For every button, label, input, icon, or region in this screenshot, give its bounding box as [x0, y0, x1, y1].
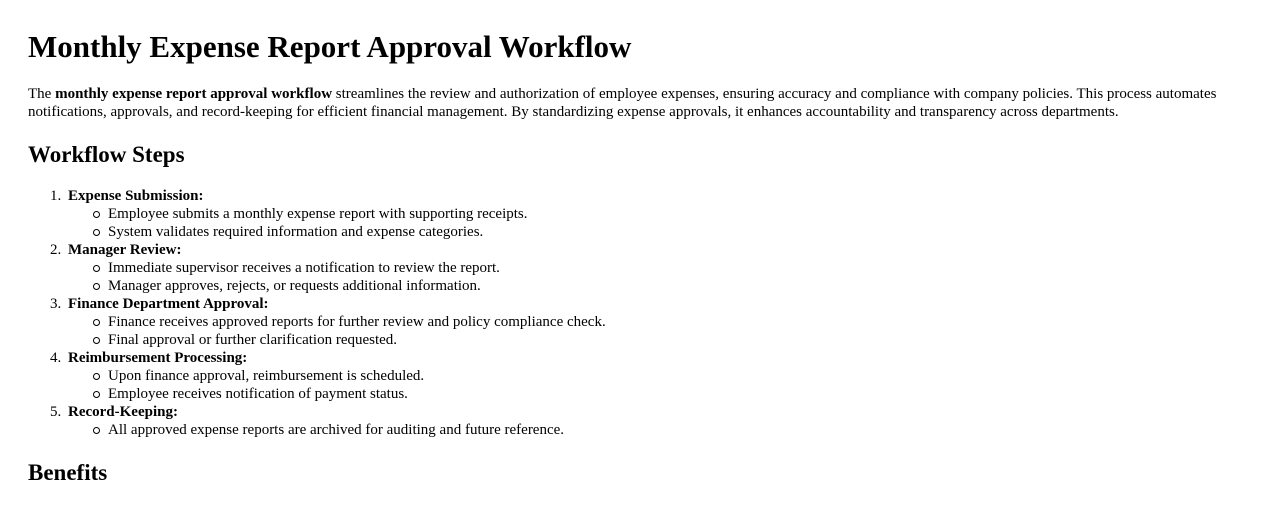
- step-title: Reimbursement Processing:: [68, 350, 248, 366]
- step-details-list: [68, 205, 1250, 241]
- step-title: Record-Keeping:: [68, 404, 178, 420]
- circle-bullet-icon: [93, 265, 100, 272]
- step-detail-text: All approved expense reports are archived for auditing and future reference.: [108, 422, 565, 438]
- workflow-steps-list: [28, 187, 1250, 439]
- circle-bullet-icon: [93, 427, 100, 434]
- step-detail: [108, 259, 1250, 277]
- step-detail-text: Final approval or further clarification requested.: [108, 332, 398, 348]
- step-detail: [108, 223, 1250, 241]
- step-title: Expense Submission:: [68, 188, 204, 204]
- circle-bullet-icon: [93, 229, 100, 236]
- circle-bullet-icon: [93, 337, 100, 344]
- step-detail-text: Employee receives notification of payment status.: [108, 386, 408, 402]
- circle-bullet-icon: [93, 283, 100, 290]
- step-detail-text: Employee submits a monthly expense report with supporting receipts.: [108, 206, 528, 222]
- step-title: Finance Department Approval:: [68, 296, 269, 312]
- step-item: [50, 295, 1250, 349]
- step-title: Manager Review:: [68, 242, 182, 258]
- step-details-list: [68, 259, 1250, 295]
- intro-prefix: The: [28, 86, 56, 102]
- step-detail: [108, 385, 1250, 403]
- step-number: 5.: [50, 404, 62, 420]
- step-item: [50, 403, 1250, 439]
- intro-paragraph: [28, 85, 1250, 121]
- step-detail-text: Immediate supervisor receives a notification to review the report.: [108, 260, 500, 276]
- intro-bold-term: monthly expense report approval workflow: [55, 86, 333, 102]
- page-title: Monthly Expense Report Approval Workflow: [28, 29, 632, 64]
- step-item: [50, 241, 1250, 295]
- step-number: 3.: [50, 296, 62, 312]
- step-detail: [108, 313, 1250, 331]
- step-item: [50, 349, 1250, 403]
- step-details-list: [68, 367, 1250, 403]
- step-detail-text: Finance receives approved reports for further review and policy compliance check.: [108, 314, 606, 330]
- circle-bullet-icon: [93, 373, 100, 380]
- intro-suffix: streamlines the review and authorization of employee expenses, ensuring accuracy and compliance with company policies. This process automates notifications, approvals, and record-keeping for efficient financial management. By standardizing expense approvals, it enhances accountability and transparency across departments.: [28, 86, 1217, 120]
- step-detail-text: System validates required information and expense categories.: [108, 224, 484, 240]
- step-number: 2.: [50, 242, 62, 258]
- step-detail: [108, 421, 1250, 439]
- step-number: 1.: [50, 188, 62, 204]
- step-number: 4.: [50, 350, 62, 366]
- step-details-list: [68, 421, 1250, 439]
- circle-bullet-icon: [93, 391, 100, 398]
- step-detail: [108, 331, 1250, 349]
- step-detail-text: Upon finance approval, reimbursement is scheduled.: [108, 368, 425, 384]
- circle-bullet-icon: [93, 319, 100, 326]
- step-detail: [108, 205, 1250, 223]
- step-detail-text: Manager approves, rejects, or requests additional information.: [108, 278, 481, 294]
- workflow-steps-heading: Workflow Steps: [28, 142, 185, 167]
- step-item: [50, 187, 1250, 241]
- step-detail: [108, 277, 1250, 295]
- benefits-heading: Benefits: [28, 460, 108, 485]
- step-detail: [108, 367, 1250, 385]
- circle-bullet-icon: [93, 211, 100, 218]
- step-details-list: [68, 313, 1250, 349]
